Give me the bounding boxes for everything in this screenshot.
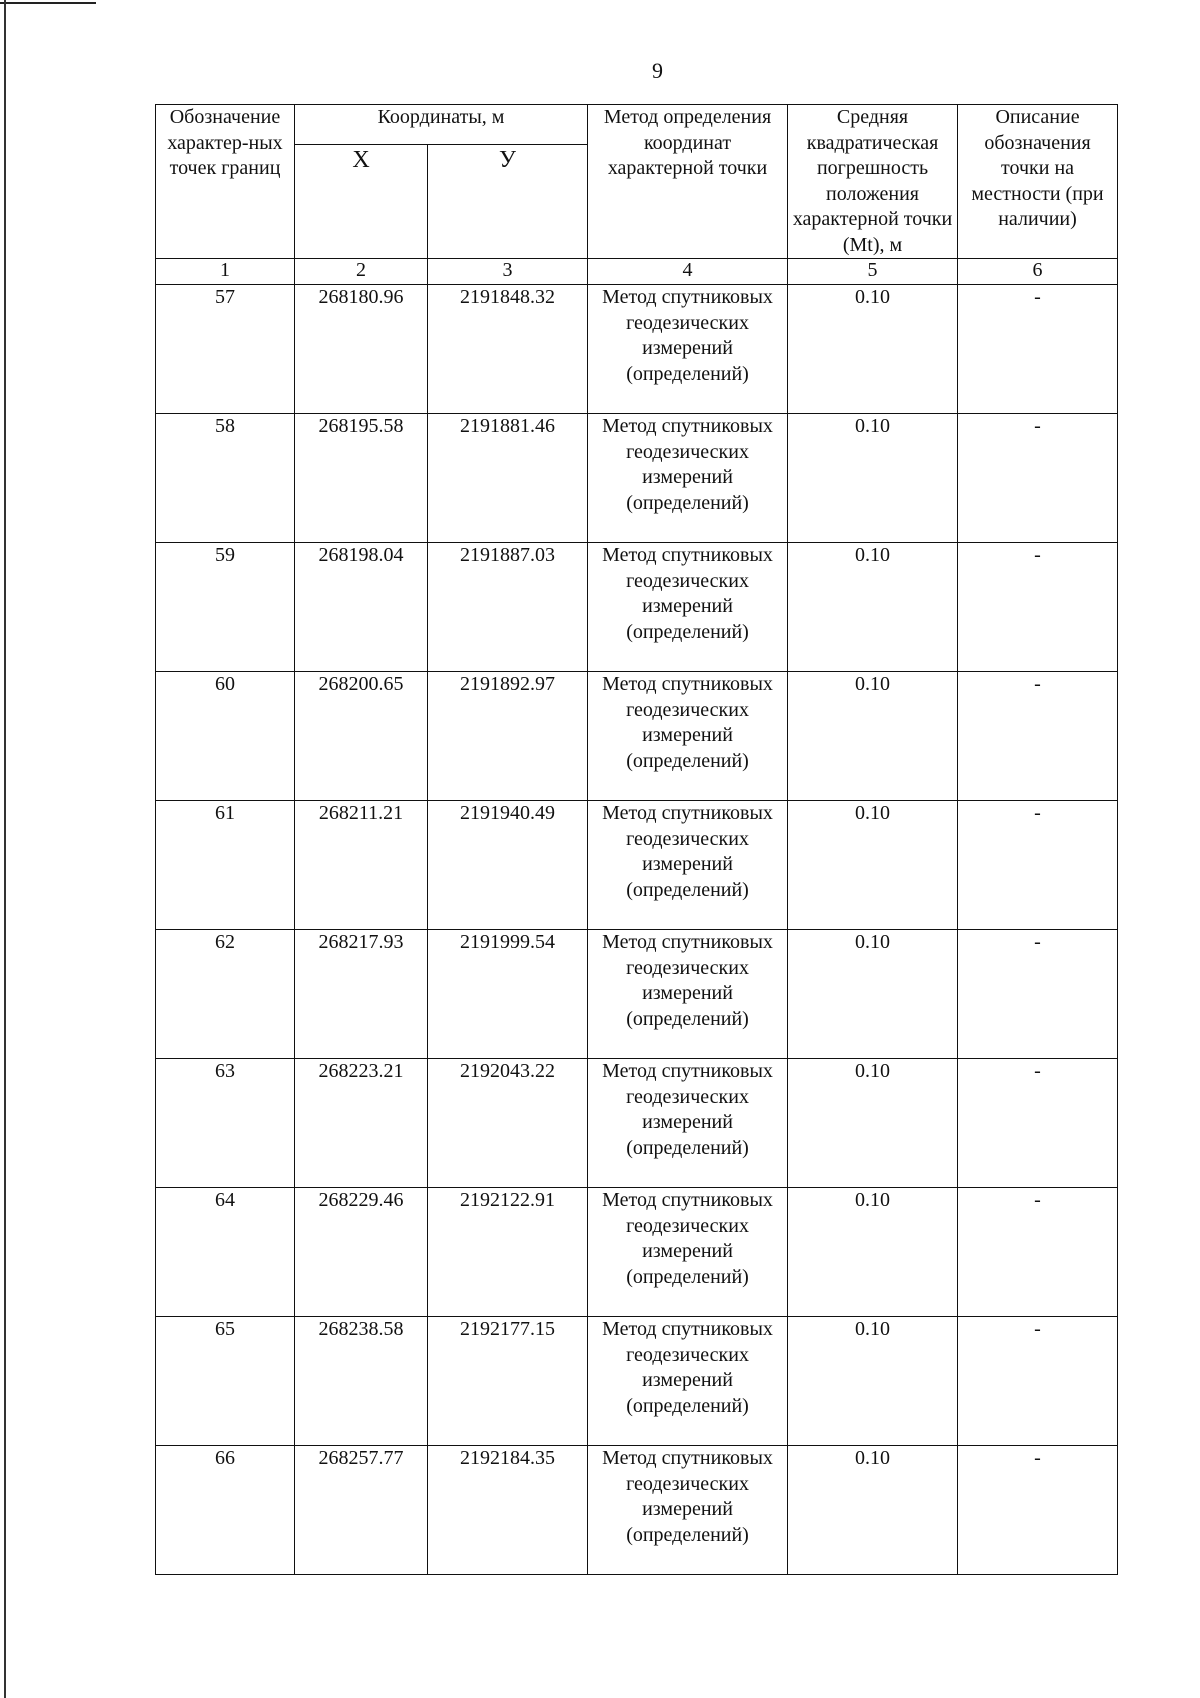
mean-error: 0.10	[788, 1317, 958, 1446]
header-y: У	[428, 144, 588, 259]
description-cell: -	[958, 543, 1118, 672]
y-coordinate: 2191848.32	[428, 285, 588, 414]
y-coordinate: 2192177.15	[428, 1317, 588, 1446]
table-row	[156, 543, 1118, 672]
y-coordinate: 2192184.35	[428, 1446, 588, 1575]
description-cell: -	[958, 1188, 1118, 1317]
mean-error: 0.10	[788, 414, 958, 543]
table-header-row	[156, 105, 1118, 145]
y-coordinate: 2191999.54	[428, 930, 588, 1059]
description-cell: -	[958, 930, 1118, 1059]
point-number: 64	[156, 1188, 295, 1317]
header-x: Х	[295, 144, 428, 259]
table-row	[156, 285, 1118, 414]
scan-border-mark	[0, 2, 96, 4]
description-cell: -	[958, 1059, 1118, 1188]
table-row	[156, 672, 1118, 801]
table-row	[156, 1446, 1118, 1575]
method-cell: Метод спутниковых геодезических измерений (определений)	[588, 414, 788, 543]
point-number: 58	[156, 414, 295, 543]
page-number: 9	[652, 58, 663, 83]
point-number: 59	[156, 543, 295, 672]
mean-error: 0.10	[788, 1059, 958, 1188]
method-cell: Метод спутниковых геодезических измерений (определений)	[588, 285, 788, 414]
method-cell: Метод спутниковых геодезических измерений (определений)	[588, 543, 788, 672]
x-coordinate: 268257.77	[295, 1446, 428, 1575]
x-coordinate: 268198.04	[295, 543, 428, 672]
mean-error: 0.10	[788, 672, 958, 801]
point-number: 65	[156, 1317, 295, 1446]
header-point-designation: Обозначение характер-ных точек границ	[156, 105, 295, 259]
y-coordinate: 2192043.22	[428, 1059, 588, 1188]
header-mean-error: Средняя квадратическая погрешность положения характерной точки (Mt), м	[788, 105, 958, 259]
mean-error: 0.10	[788, 1188, 958, 1317]
description-cell: -	[958, 414, 1118, 543]
table-row	[156, 1059, 1118, 1188]
y-coordinate: 2191887.03	[428, 543, 588, 672]
header-method: Метод определения координат характерной точки	[588, 105, 788, 259]
method-cell: Метод спутниковых геодезических измерений (определений)	[588, 1317, 788, 1446]
x-coordinate: 268217.93	[295, 930, 428, 1059]
header-description: Описание обозначения точки на местности (при наличии)	[958, 105, 1118, 259]
point-number: 63	[156, 1059, 295, 1188]
point-number: 62	[156, 930, 295, 1059]
x-coordinate: 268195.58	[295, 414, 428, 543]
y-coordinate: 2192122.91	[428, 1188, 588, 1317]
method-cell: Метод спутниковых геодезических измерений (определений)	[588, 1188, 788, 1317]
table-row	[156, 801, 1118, 930]
mean-error: 0.10	[788, 930, 958, 1059]
y-coordinate: 2191940.49	[428, 801, 588, 930]
x-coordinate: 268180.96	[295, 285, 428, 414]
column-number: 3	[428, 259, 588, 285]
boundary-points-table	[155, 104, 1118, 1575]
mean-error: 0.10	[788, 543, 958, 672]
x-coordinate: 268229.46	[295, 1188, 428, 1317]
method-cell: Метод спутниковых геодезических измерений (определений)	[588, 930, 788, 1059]
table-row	[156, 414, 1118, 543]
column-number: 6	[958, 259, 1118, 285]
method-cell: Метод спутниковых геодезических измерений (определений)	[588, 1059, 788, 1188]
header-coordinates: Координаты, м	[295, 105, 588, 145]
description-cell: -	[958, 801, 1118, 930]
method-cell: Метод спутниковых геодезических измерений (определений)	[588, 1446, 788, 1575]
column-number: 2	[295, 259, 428, 285]
y-coordinate: 2191881.46	[428, 414, 588, 543]
column-number: 1	[156, 259, 295, 285]
x-coordinate: 268211.21	[295, 801, 428, 930]
x-coordinate: 268238.58	[295, 1317, 428, 1446]
mean-error: 0.10	[788, 801, 958, 930]
description-cell: -	[958, 1317, 1118, 1446]
method-cell: Метод спутниковых геодезических измерений (определений)	[588, 672, 788, 801]
description-cell: -	[958, 672, 1118, 801]
column-number: 4	[588, 259, 788, 285]
column-numbers-row	[156, 259, 1118, 285]
y-coordinate: 2191892.97	[428, 672, 588, 801]
table-row	[156, 1188, 1118, 1317]
mean-error: 0.10	[788, 1446, 958, 1575]
description-cell: -	[958, 285, 1118, 414]
column-number: 5	[788, 259, 958, 285]
point-number: 66	[156, 1446, 295, 1575]
x-coordinate: 268223.21	[295, 1059, 428, 1188]
table-row	[156, 1317, 1118, 1446]
x-coordinate: 268200.65	[295, 672, 428, 801]
mean-error: 0.10	[788, 285, 958, 414]
scan-page-edge	[4, 0, 6, 1698]
point-number: 61	[156, 801, 295, 930]
method-cell: Метод спутниковых геодезических измерений (определений)	[588, 801, 788, 930]
table-row	[156, 930, 1118, 1059]
point-number: 60	[156, 672, 295, 801]
point-number: 57	[156, 285, 295, 414]
description-cell: -	[958, 1446, 1118, 1575]
